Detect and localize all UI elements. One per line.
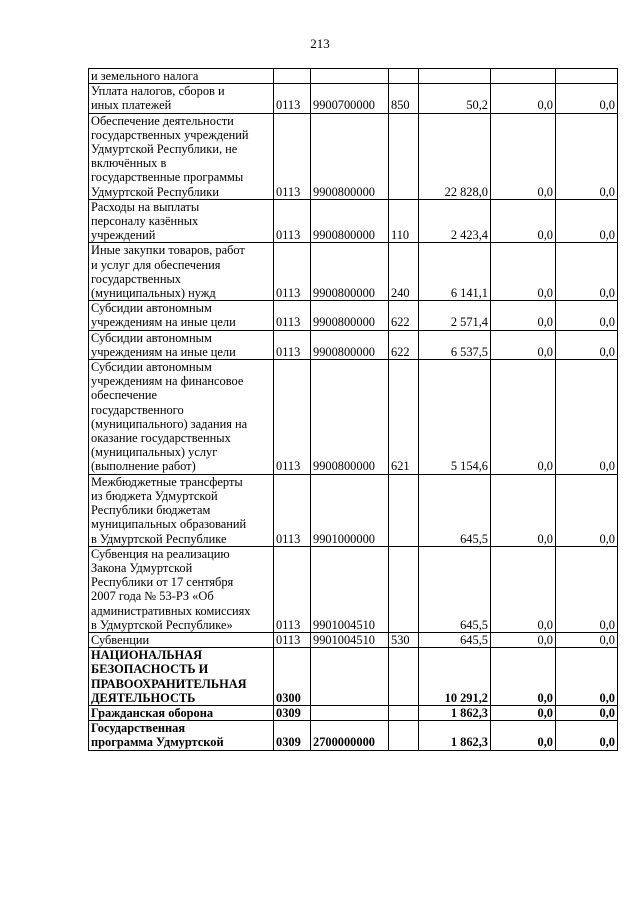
row-name-text: и земельного налога [91, 69, 199, 83]
cell-section-code: 0113 [274, 84, 311, 113]
cell-amount-plan-year-2: 0,0 [556, 474, 618, 546]
cell-amount-plan-year-1: 0,0 [491, 199, 556, 243]
cell-amount-plan-year-2 [556, 69, 618, 84]
table-row [89, 360, 618, 475]
cell-amount-plan-year-2: 0,0 [556, 546, 618, 632]
cell-row-name [89, 546, 274, 632]
row-name-text: Уплата налогов, сборов и иных платежей [91, 84, 225, 113]
cell-expense-type-code [389, 705, 419, 720]
cell-section-code: 0113 [274, 474, 311, 546]
cell-amount-plan-year-2: 0,0 [556, 84, 618, 113]
cell-expense-type-code [389, 546, 419, 632]
row-name-text: Субвенция на реализацию Закона Удмуртской Республики от 17 сентября 2007 года № 53-РЗ «Об административных комиссиях в Удмуртской Республике» [91, 546, 251, 632]
cell-section-code: 0309 [274, 705, 311, 720]
cell-amount: 50,2 [419, 84, 491, 113]
cell-section-code: 0113 [274, 301, 311, 330]
cell-expense-type-code: 850 [389, 84, 419, 113]
cell-amount-plan-year-1: 0,0 [491, 113, 556, 199]
cell-section-code: 0113 [274, 199, 311, 243]
cell-section-code: 0113 [274, 243, 311, 301]
cell-amount: 1 862,3 [419, 705, 491, 720]
cell-section-code: 0113 [274, 546, 311, 632]
cell-amount: 1 862,3 [419, 721, 491, 750]
cell-target-article-code: 9900800000 [311, 243, 389, 301]
cell-target-article-code: 9900800000 [311, 301, 389, 330]
row-name-text: Иные закупки товаров, работ и услуг для обеспечения государственных (муниципальных) нужд [91, 243, 245, 301]
cell-amount: 5 154,6 [419, 360, 491, 475]
cell-amount-plan-year-1: 0,0 [491, 648, 556, 706]
cell-amount-plan-year-1: 0,0 [491, 632, 556, 647]
cell-amount-plan-year-1: 0,0 [491, 705, 556, 720]
cell-row-name [89, 705, 274, 720]
table-row [89, 243, 618, 301]
cell-amount-plan-year-2: 0,0 [556, 199, 618, 243]
cell-amount: 2 571,4 [419, 301, 491, 330]
cell-section-code: 0113 [274, 113, 311, 199]
cell-target-article-code: 9900800000 [311, 113, 389, 199]
cell-amount-plan-year-2: 0,0 [556, 705, 618, 720]
cell-amount: 6 141,1 [419, 243, 491, 301]
table-row [89, 113, 618, 199]
cell-expense-type-code [389, 648, 419, 706]
cell-amount-plan-year-1 [491, 69, 556, 84]
cell-target-article-code: 9900700000 [311, 84, 389, 113]
table-row [89, 705, 618, 720]
budget-table-body [89, 69, 618, 751]
cell-amount-plan-year-1: 0,0 [491, 360, 556, 475]
row-name-text: Обеспечение деятельности государственных учреждений Удмуртской Республики, не включённых в государственные программы Удмуртской Республики [91, 113, 249, 199]
cell-section-code: 0113 [274, 330, 311, 359]
cell-section-code: 0300 [274, 648, 311, 706]
cell-expense-type-code [389, 474, 419, 546]
cell-amount-plan-year-2: 0,0 [556, 648, 618, 706]
table-row [89, 330, 618, 359]
cell-target-article-code: 2700000000 [311, 721, 389, 750]
table-row [89, 301, 618, 330]
cell-row-name [89, 301, 274, 330]
cell-target-article-code: 9900800000 [311, 330, 389, 359]
cell-expense-type-code: 530 [389, 632, 419, 647]
cell-expense-type-code: 622 [389, 301, 419, 330]
cell-expense-type-code [389, 69, 419, 84]
cell-section-code: 0113 [274, 632, 311, 647]
cell-amount: 6 537,5 [419, 330, 491, 359]
cell-row-name [89, 360, 274, 475]
cell-expense-type-code: 110 [389, 199, 419, 243]
cell-target-article-code: 9901004510 [311, 632, 389, 647]
cell-target-article-code: 9900800000 [311, 360, 389, 475]
cell-target-article-code [311, 705, 389, 720]
cell-expense-type-code: 622 [389, 330, 419, 359]
cell-target-article-code: 9901004510 [311, 546, 389, 632]
cell-expense-type-code: 621 [389, 360, 419, 475]
cell-amount: 645,5 [419, 474, 491, 546]
row-name-text: Межбюджетные трансферты из бюджета Удмуртской Республики бюджетам муниципальных образований в Удмуртской Республике [91, 474, 247, 546]
row-name-text: Государственная программа Удмуртской [91, 721, 224, 750]
cell-amount-plan-year-2: 0,0 [556, 632, 618, 647]
cell-row-name [89, 113, 274, 199]
cell-amount: 645,5 [419, 632, 491, 647]
cell-amount-plan-year-1: 0,0 [491, 330, 556, 359]
cell-amount: 645,5 [419, 546, 491, 632]
cell-section-code [274, 69, 311, 84]
cell-amount-plan-year-1: 0,0 [491, 474, 556, 546]
table-row [89, 69, 618, 84]
cell-expense-type-code [389, 113, 419, 199]
cell-target-article-code [311, 648, 389, 706]
row-name-text: Субсидии автономным учреждениям на иные цели [91, 330, 236, 359]
table-row [89, 546, 618, 632]
row-name-text: Гражданская оборона [91, 705, 214, 720]
page-number: 213 [310, 36, 330, 51]
cell-amount-plan-year-2: 0,0 [556, 113, 618, 199]
cell-row-name [89, 84, 274, 113]
table-row [89, 199, 618, 243]
row-name-text: Субсидии автономным учреждениям на финансовое обеспечение государственного (муниципального) задания на оказание государственных (муниципальных) услуг (выполнение работ) [91, 360, 248, 474]
cell-amount-plan-year-2: 0,0 [556, 243, 618, 301]
cell-amount-plan-year-2: 0,0 [556, 360, 618, 475]
cell-amount-plan-year-2: 0,0 [556, 721, 618, 750]
table-row [89, 84, 618, 113]
cell-expense-type-code: 240 [389, 243, 419, 301]
cell-amount-plan-year-2: 0,0 [556, 301, 618, 330]
table-row [89, 648, 618, 706]
row-name-text: НАЦИОНАЛЬНАЯ БЕЗОПАСНОСТЬ И ПРАВООХРАНИТЕЛЬНАЯ ДЕЯТЕЛЬНОСТЬ [91, 648, 247, 705]
cell-amount-plan-year-2: 0,0 [556, 330, 618, 359]
row-name-text: Субсидии автономным учреждениям на иные цели [91, 301, 236, 330]
row-name-text: Субвенции [91, 632, 150, 647]
table-row [89, 721, 618, 750]
cell-section-code: 0113 [274, 360, 311, 475]
table-row [89, 474, 618, 546]
cell-row-name [89, 243, 274, 301]
cell-row-name [89, 648, 274, 706]
cell-target-article-code [311, 69, 389, 84]
cell-row-name [89, 199, 274, 243]
cell-amount-plan-year-1: 0,0 [491, 301, 556, 330]
row-name-text: Расходы на выплаты персоналу казённых учреждений [91, 199, 200, 243]
cell-target-article-code: 9901000000 [311, 474, 389, 546]
cell-amount-plan-year-1: 0,0 [491, 721, 556, 750]
cell-row-name [89, 69, 274, 84]
table-row [89, 632, 618, 647]
cell-expense-type-code [389, 721, 419, 750]
cell-amount: 2 423,4 [419, 199, 491, 243]
cell-amount: 22 828,0 [419, 113, 491, 199]
cell-row-name [89, 721, 274, 750]
cell-amount-plan-year-1: 0,0 [491, 84, 556, 113]
cell-amount-plan-year-1: 0,0 [491, 243, 556, 301]
cell-target-article-code: 9900800000 [311, 199, 389, 243]
budget-table [88, 68, 618, 751]
cell-row-name [89, 632, 274, 647]
cell-amount: 10 291,2 [419, 648, 491, 706]
cell-amount [419, 69, 491, 84]
cell-row-name [89, 474, 274, 546]
cell-amount-plan-year-1: 0,0 [491, 546, 556, 632]
cell-section-code: 0309 [274, 721, 311, 750]
cell-row-name [89, 330, 274, 359]
